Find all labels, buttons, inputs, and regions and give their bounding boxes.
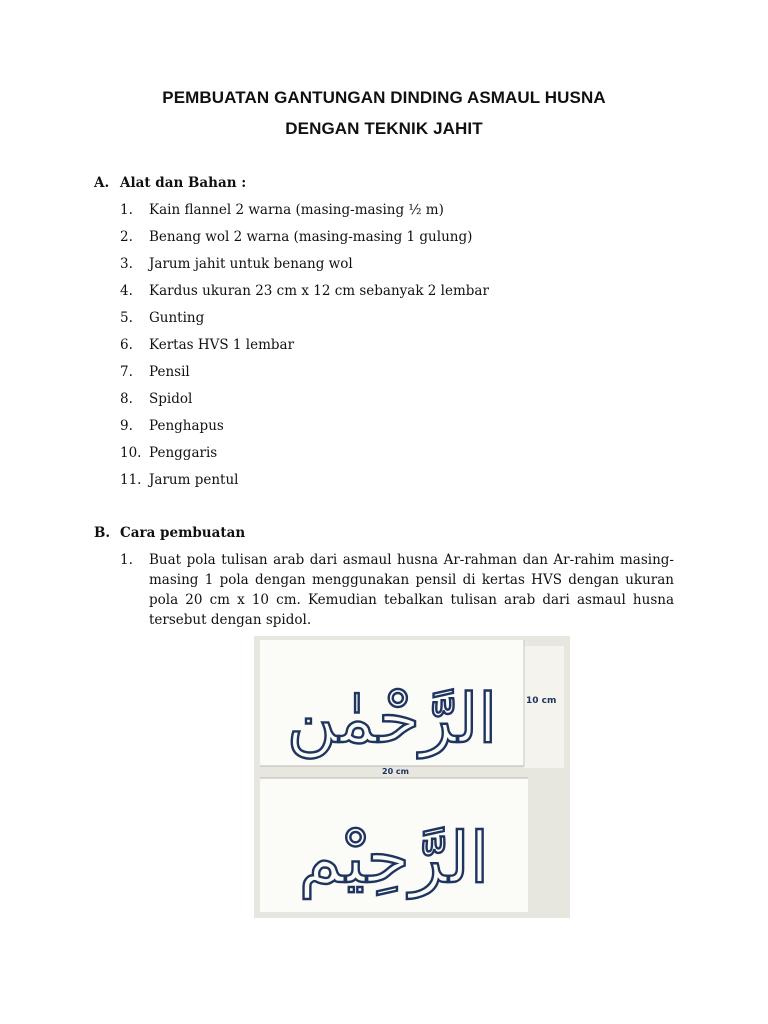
list-item-text: Gunting [149,310,205,326]
list-item-text: Kain flannel 2 warna (masing-masing ½ m) [149,202,444,218]
list-item-number: 10. [120,445,142,461]
list-item-number: 1. [120,202,133,218]
list-item-number: 9. [120,418,133,434]
section-b-letter: B. [94,525,111,541]
list-item-text: Kertas HVS 1 lembar [149,337,295,353]
section-a-title: Alat dan Bahan : [120,175,247,191]
list-item [120,201,489,228]
list-item-text: Jarum pentul [149,472,239,488]
section-a-heading [94,175,246,191]
list-item-text: Jarum jahit untuk benang wol [149,256,353,272]
list-item [120,336,489,363]
list-item-number: 11. [120,472,142,488]
list-item-number: 4. [120,283,133,299]
list-item-text: Benang wol 2 warna (masing-masing 1 gulung) [149,229,473,245]
document-title-line-1: PEMBUATAN GANTUNGAN DINDING ASMAUL HUSNA [162,88,606,107]
label-20-cm: 20 cm [382,767,409,776]
list-item [120,390,489,417]
list-item-number: 8. [120,391,133,407]
list-item [120,228,489,255]
list-item-text: Kardus ukuran 23 cm x 12 cm sebanyak 2 lembar [149,283,489,299]
list-item-number: 6. [120,337,133,353]
list-item [120,309,489,336]
list-item-text: Penghapus [149,418,224,434]
tools-and-materials-list [120,201,489,498]
calligraphy-ar-rahman: الرَّحْمٰن [286,680,498,759]
section-b-heading [94,525,245,541]
document-title-line-2: DENGAN TEKNIK JAHIT [285,119,483,138]
list-item-number: 3. [120,256,133,272]
step-number: 1. [120,552,133,568]
step-text: Buat pola tulisan arab dari asmaul husna Ar-rahman dan Ar-rahim masing-masing 1 pola dengan menggunakan pensil di kertas HVS dengan ukuran pola 20 cm x 10 cm. Kemudian tebalkan tulisan arab dari asmaul husna tersebut dengan spidol. [149,552,674,628]
list-item [120,444,489,471]
section-b-title: Cara pembuatan [120,525,246,541]
list-item [120,363,489,390]
list-item-number: 7. [120,364,133,380]
list-item [120,417,489,444]
list-item [120,255,489,282]
calligraphy-photo-svg [254,636,570,918]
calligraphy-pattern-photo [254,636,570,918]
list-item-text: Penggaris [149,445,218,461]
calligraphy-ar-rahim: الرَّحِيْم [298,817,490,899]
list-item-text: Pensil [149,364,190,380]
label-10-cm: 10 cm [526,696,557,706]
paper-sheet-top-edge [524,646,564,768]
list-item-number: 2. [120,229,133,245]
list-item-number: 5. [120,310,133,326]
list-item-text: Spidol [149,391,193,407]
list-item [120,471,489,498]
section-a-letter: A. [94,175,110,191]
list-item [120,282,489,309]
step-1 [120,550,674,630]
